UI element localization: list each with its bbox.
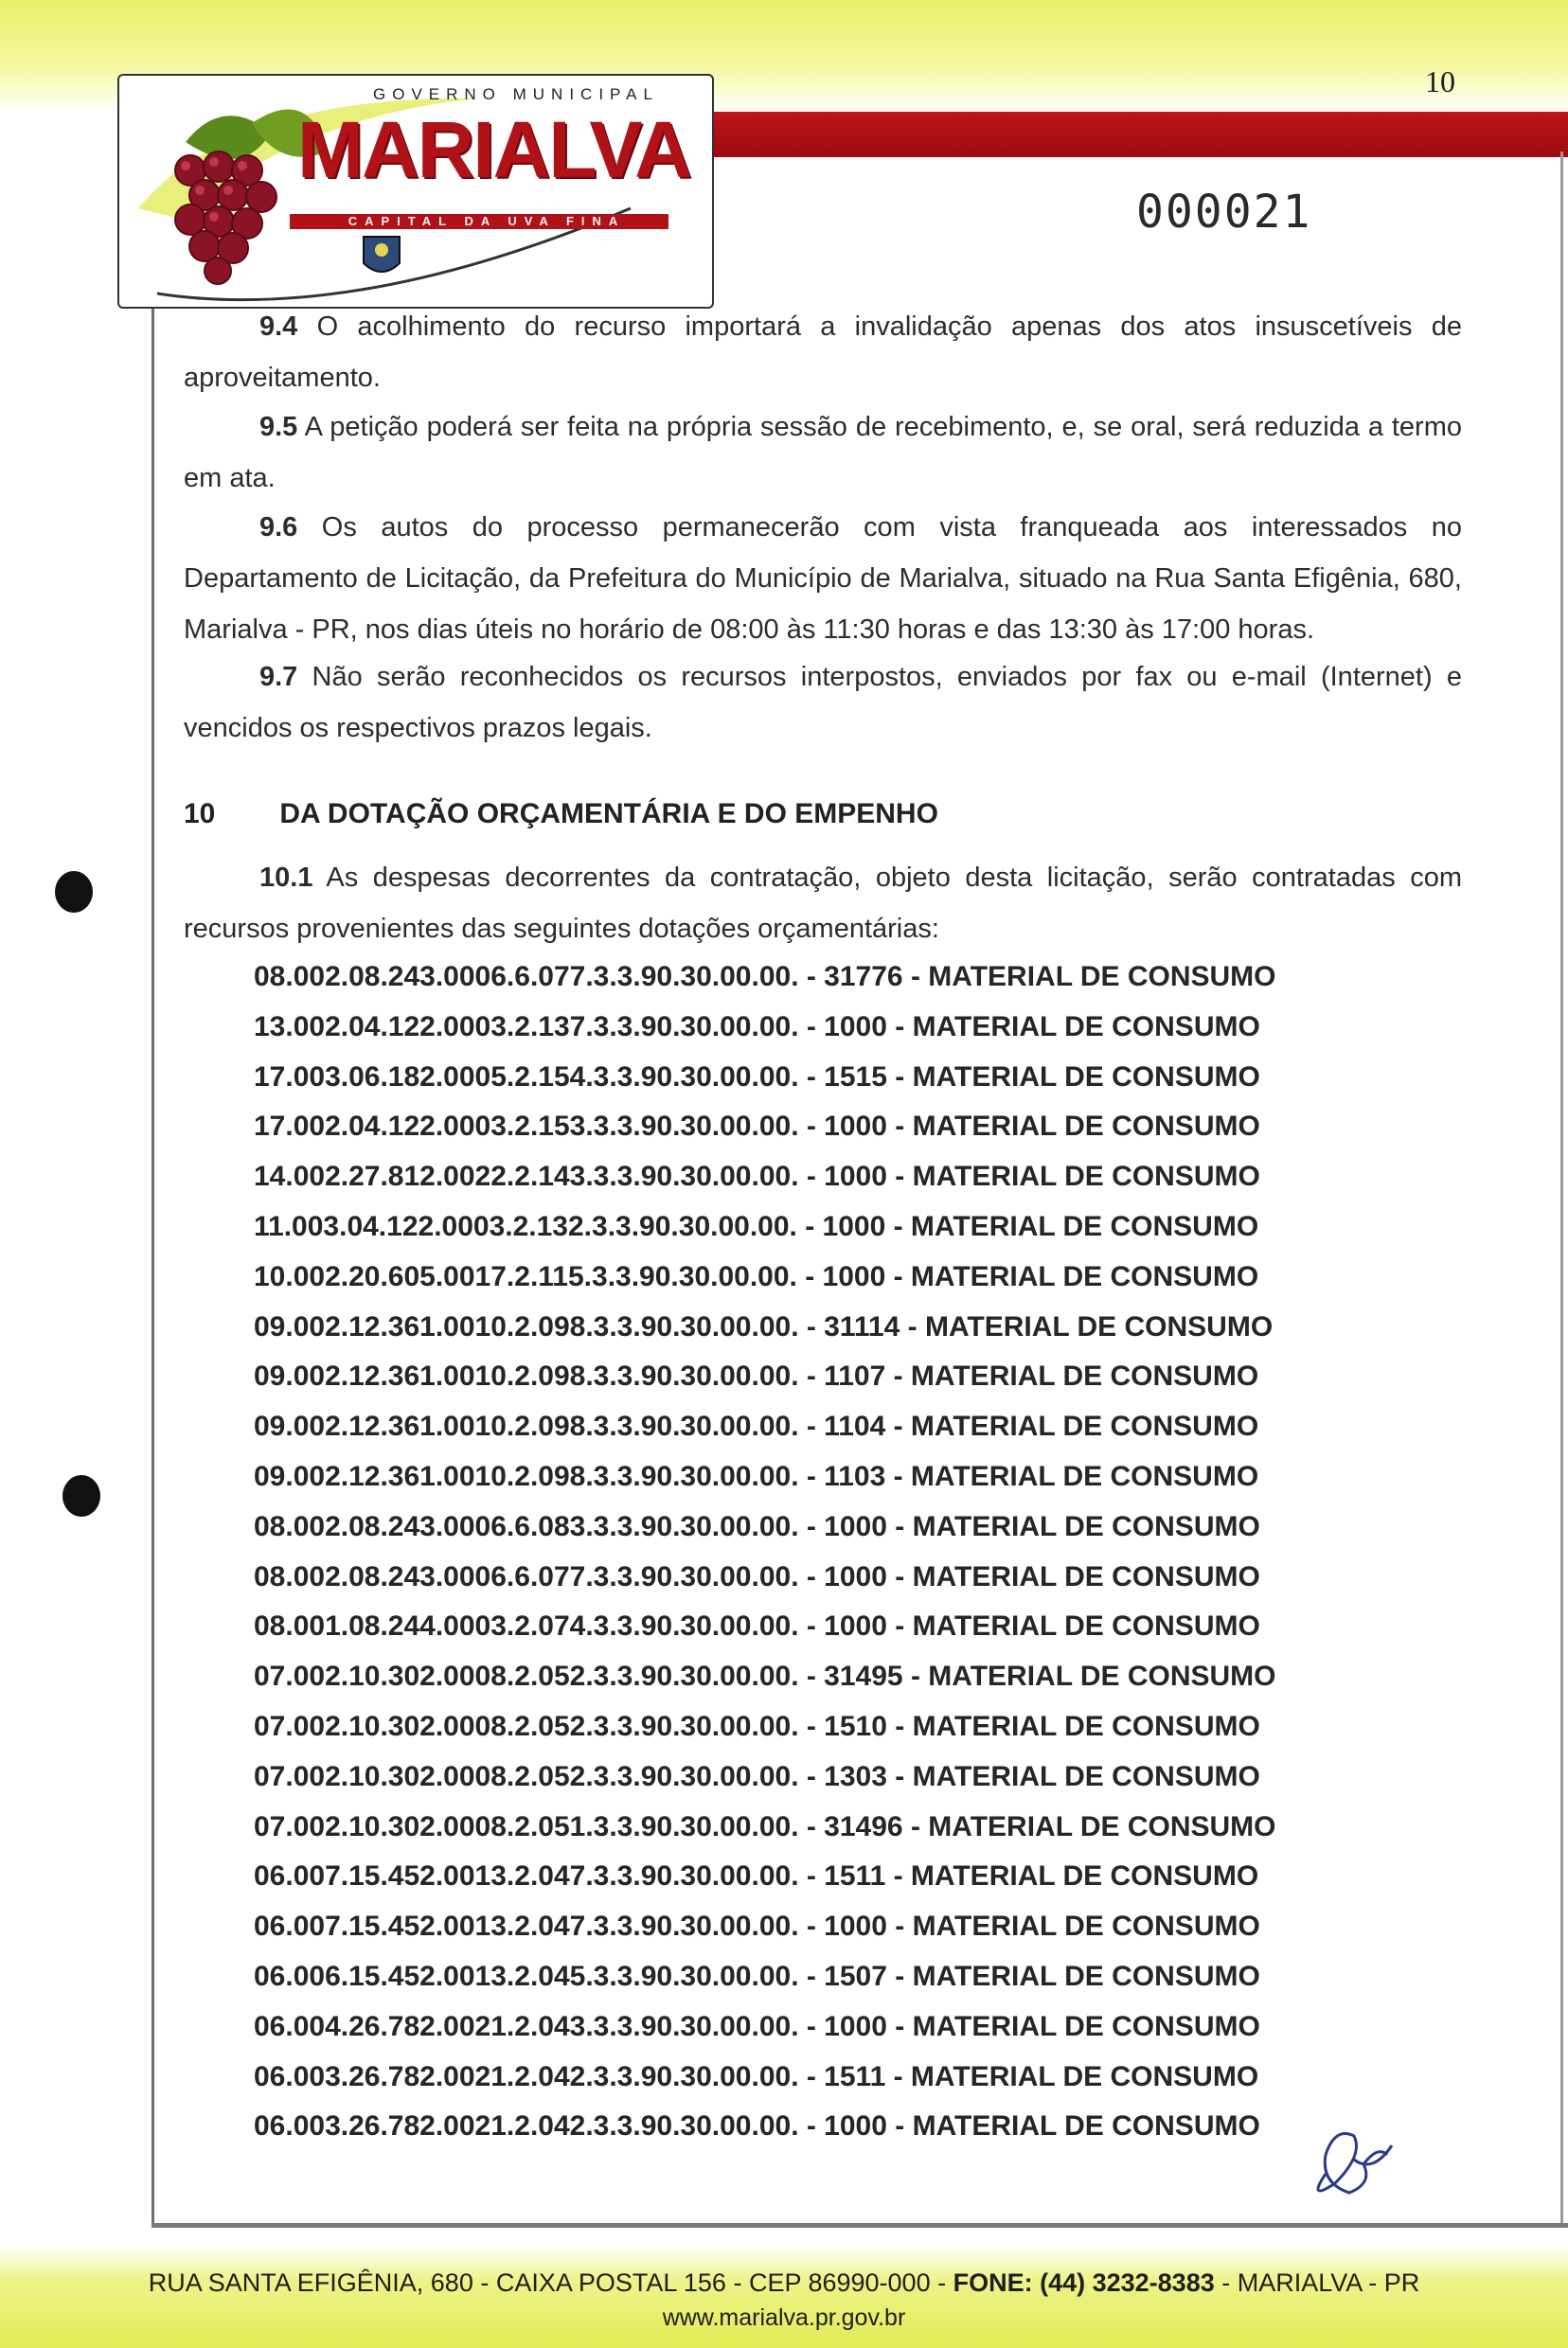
list-item: 09.002.12.361.0010.2.098.3.3.90.30.00.00. - 1107 - MATERIAL DE CONSUMO (254, 1361, 1259, 1393)
page-number: 10 (1425, 64, 1455, 98)
list-item: 08.002.08.243.0006.6.083.3.3.90.30.00.00. - 1000 - MATERIAL DE CONSUMO (254, 1510, 1260, 1542)
left-margin-rule (151, 284, 154, 2225)
list-item: 08.001.08.244.0003.2.074.3.3.90.30.00.00. - 1000 - MATERIAL DE CONSUMO (254, 1610, 1260, 1643)
paragraph-9-5 (184, 401, 1462, 504)
list-item: 07.002.10.302.0008.2.052.3.3.90.30.00.00. - 1303 - MATERIAL DE CONSUMO (254, 1760, 1260, 1792)
list-item: 09.002.12.361.0010.2.098.3.3.90.30.00.00. - 31114 - MATERIAL DE CONSUMO (254, 1310, 1274, 1343)
paragraph-9-4 (184, 301, 1462, 403)
section-title: DA DOTAÇÃO ORÇAMENTÁRIA E DO EMPENHO (279, 798, 938, 829)
list-item: 13.002.04.122.0003.2.137.3.3.90.30.00.00. - 1000 - MATERIAL DE CONSUMO (254, 1010, 1260, 1042)
list-item: 08.002.08.243.0006.6.077.3.3.90.30.00.00. - 31776 - MATERIAL DE CONSUMO (254, 961, 1276, 992)
list-item: 10.002.20.605.0017.2.115.3.3.90.30.00.00. - 1000 - MATERIAL DE CONSUMO (254, 1260, 1259, 1292)
binder-hole (62, 1475, 100, 1517)
list-item: 07.002.10.302.0008.2.052.3.3.90.30.00.00. - 31495 - MATERIAL DE CONSUMO (254, 1661, 1276, 1693)
list-item: 08.002.08.243.0006.6.077.3.3.90.30.00.00. - 1000 - MATERIAL DE CONSUMO (254, 1560, 1260, 1592)
paragraph-text: A petição poderá ser feita na própria sessão de recebimento, e, se oral, será reduzida a termo em ata. (184, 412, 1462, 493)
paragraph-text: As despesas decorrentes da contratação, objeto desta licitação, serão contratadas com recursos provenientes das seguintes dotações orçamentárias: (184, 863, 1462, 944)
footer-address (0, 2268, 1568, 2298)
binder-hole (55, 871, 93, 913)
list-item: 17.003.06.182.0005.2.154.3.3.90.30.00.00. - 1515 - MATERIAL DE CONSUMO (254, 1060, 1260, 1093)
list-item: 07.002.10.302.0008.2.051.3.3.90.30.00.00. - 31496 - MATERIAL DE CONSUMO (254, 1810, 1276, 1842)
logo-city-name: MARIALVA (297, 105, 690, 194)
paragraph-number: 9.4 (259, 311, 298, 342)
bottom-rule (151, 2223, 1568, 2228)
list-item: 06.004.26.782.0021.2.043.3.3.90.30.00.00. - 1000 - MATERIAL DE CONSUMO (254, 2010, 1260, 2042)
list-item: 09.002.12.361.0010.2.098.3.3.90.30.00.00. - 1103 - MATERIAL DE CONSUMO (254, 1460, 1259, 1492)
paragraph-text: Não serão reconhecidos os recursos interpostos, enviados por fax ou e-mail (Internet) e vencidos os respectivos prazos legais. (184, 662, 1462, 743)
budget-allocation-list (254, 952, 1276, 2152)
paragraph-text: O acolhimento do recurso importará a invalidação apenas dos atos insuscetíveis de aproveitamento. (184, 311, 1462, 393)
paragraph-number: 9.5 (259, 412, 298, 442)
list-item: 06.006.15.452.0013.2.045.3.3.90.30.00.00. - 1507 - MATERIAL DE CONSUMO (254, 1960, 1260, 1992)
footer-website[interactable]: www.marialva.pr.gov.br (662, 2304, 906, 2331)
municipal-logo (117, 74, 714, 309)
stamp-number: 000021 (1136, 186, 1312, 239)
paragraph-text: Os autos do processo permanecerão com vista franqueada aos interessados no Departamento de Licitação, da Prefeitura do Município de Marialva, situado na Rua Santa Efigênia, 680, Marialva - PR, nos dias úteis no horário de 08:00 às 11:30 horas e das 13:30 às 17:00 horas. (184, 512, 1462, 645)
paragraph-number: 9.6 (259, 512, 298, 543)
list-item: 07.002.10.302.0008.2.052.3.3.90.30.00.00. - 1510 - MATERIAL DE CONSUMO (254, 1710, 1260, 1742)
signature-initials (1297, 2117, 1401, 2212)
logo-government-text: GOVERNO MUNICIPAL (373, 85, 659, 103)
paragraph-9-6 (184, 502, 1462, 655)
list-item: 14.002.27.812.0022.2.143.3.3.90.30.00.00. - 1000 - MATERIAL DE CONSUMO (254, 1161, 1260, 1193)
grape-bunch-icon (175, 151, 276, 284)
footer-address-start: RUA SANTA EFIGÊNIA, 680 - CAIXA POSTAL 156 - CEP 86990-000 - (148, 2268, 953, 2297)
list-item: 06.003.26.782.0021.2.042.3.3.90.30.00.00. - 1511 - MATERIAL DE CONSUMO (254, 2060, 1259, 2092)
paragraph-10-1 (184, 852, 1462, 954)
footer-phone: FONE: (44) 3232-8383 (953, 2268, 1215, 2297)
paragraph-number: 10.1 (259, 863, 313, 893)
list-item: 11.003.04.122.0003.2.132.3.3.90.30.00.00. - 1000 - MATERIAL DE CONSUMO (254, 1210, 1259, 1242)
section-number: 10 (184, 798, 216, 829)
right-margin-rule (1560, 151, 1563, 2225)
paragraph-number: 9.7 (259, 662, 298, 692)
list-item: 06.007.15.452.0013.2.047.3.3.90.30.00.00. - 1000 - MATERIAL DE CONSUMO (254, 1911, 1260, 1943)
list-item: 06.007.15.452.0013.2.047.3.3.90.30.00.00. - 1511 - MATERIAL DE CONSUMO (254, 1860, 1259, 1893)
section-10-heading (184, 798, 938, 830)
list-item: 06.003.26.782.0021.2.042.3.3.90.30.00.00. - 1000 - MATERIAL DE CONSUMO (254, 2110, 1260, 2143)
list-item: 17.002.04.122.0003.2.153.3.3.90.30.00.00. - 1000 - MATERIAL DE CONSUMO (254, 1111, 1260, 1143)
paragraph-9-7 (184, 651, 1462, 754)
logo-subtitle: CAPITAL DA UVA FINA (347, 214, 626, 228)
footer-address-end: - MARIALVA - PR (1214, 2268, 1420, 2297)
list-item: 09.002.12.361.0010.2.098.3.3.90.30.00.00. - 1104 - MATERIAL DE CONSUMO (254, 1411, 1259, 1443)
